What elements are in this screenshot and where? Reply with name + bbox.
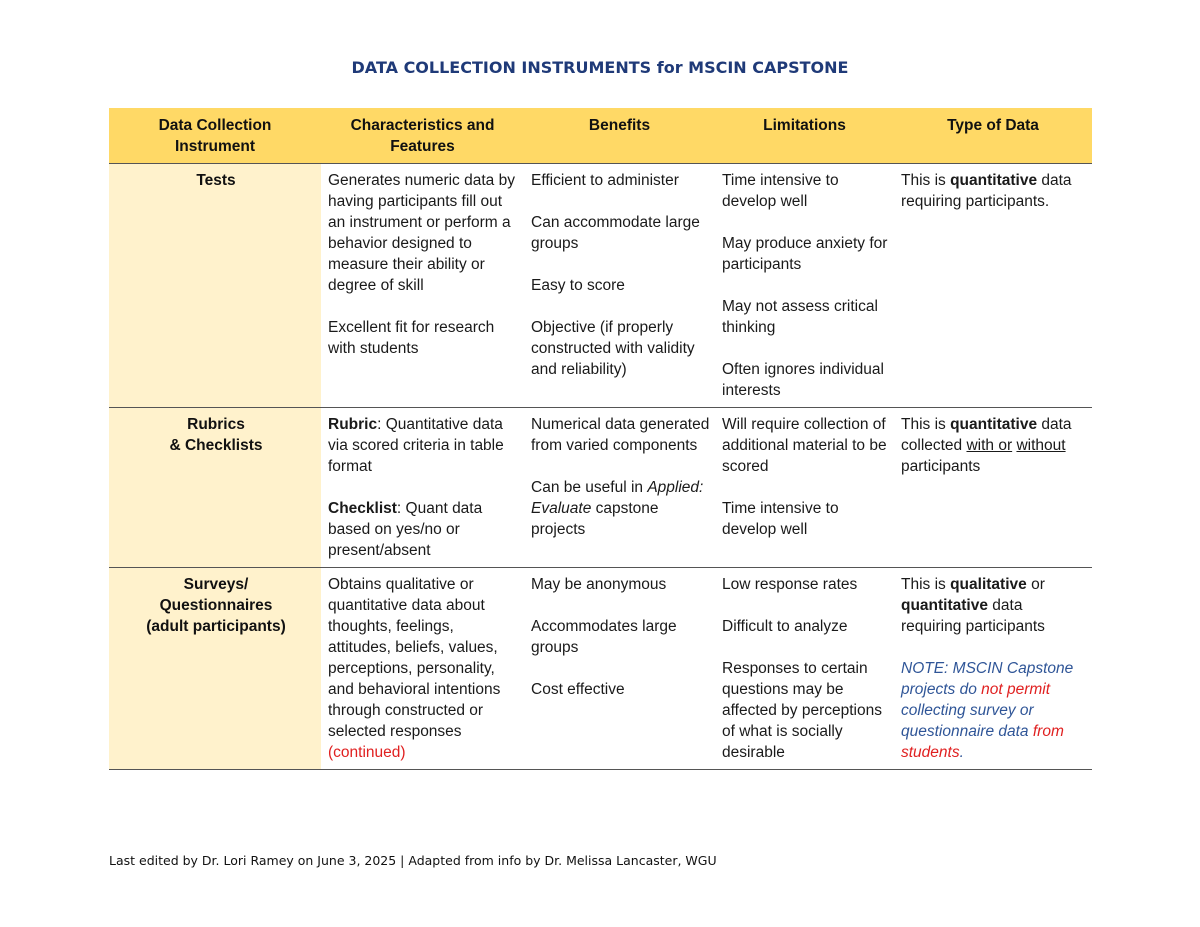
header-limitations: Limitations	[715, 108, 894, 164]
cell-paragraph: Cost effective	[531, 681, 625, 698]
instrument-cell	[109, 408, 321, 568]
cell-paragraph: Difficult to analyze	[722, 618, 848, 635]
characteristics-text: Obtains qualitative or quantitative data about thoughts, feelings, attitudes, beliefs, values, perceptions, personality, and behavioral intentions through constructed or selected responses	[328, 576, 501, 740]
type-with-or: with or	[966, 437, 1013, 454]
header-row	[109, 108, 1092, 164]
instrument-cell	[109, 568, 321, 770]
cell-paragraph: May not assess critical thinking	[722, 298, 878, 336]
cell-paragraph: Objective (if properly constructed with validity and reliability)	[531, 319, 695, 378]
characteristics-cell	[321, 164, 524, 408]
cell-paragraph: May be anonymous	[531, 576, 667, 593]
cell-paragraph: Easy to score	[531, 277, 625, 294]
header-characteristics-line2: Features	[390, 138, 455, 155]
instruments-table	[109, 108, 1092, 770]
rubric-paragraph	[328, 414, 519, 477]
note-paragraph	[901, 658, 1087, 763]
type-without: without	[1016, 437, 1066, 454]
cell-paragraph: Will require collection of additional material to be scored	[722, 416, 887, 475]
benefit-prefix: Can be useful in	[531, 479, 648, 496]
note-part1: NOTE: MSCIN Capstone projects do	[901, 660, 1074, 698]
type-prefix: This is	[901, 576, 951, 593]
limitations-cell	[715, 568, 894, 770]
note-end: .	[959, 744, 964, 761]
header-characteristics-line1: Characteristics and	[350, 117, 495, 134]
header-characteristics	[321, 108, 524, 164]
cell-paragraph: May produce anxiety for participants	[722, 235, 888, 273]
type-suffix: participants	[901, 458, 981, 475]
type-suffix: data requiring participants.	[901, 172, 1072, 210]
type-of-data-cell	[894, 408, 1092, 568]
note-from-students: from students	[901, 723, 1064, 761]
cell-paragraph: Often ignores individual interests	[722, 361, 884, 399]
document-title: DATA COLLECTION INSTRUMENTS for MSCIN CAPSTONE	[351, 58, 849, 77]
rubric-label: Rubric	[328, 416, 378, 433]
footer-note: Last edited by Dr. Lori Ramey on June 3, 2025 | Adapted from info by Dr. Melissa Lancaster, WGU	[109, 853, 717, 868]
type-qualitative: qualitative	[950, 576, 1027, 593]
benefits-cell	[524, 164, 715, 408]
header-instrument	[109, 108, 321, 164]
type-quantitative: quantitative	[950, 416, 1038, 433]
checklist-text: : Quant data based on yes/no or present/absent	[328, 500, 483, 559]
type-prefix: This is	[901, 416, 951, 433]
cell-paragraph: Time intensive to develop well	[722, 172, 839, 210]
header-instrument-line2: Instrument	[174, 138, 256, 155]
checklist-label: Checklist	[328, 500, 397, 517]
cell-paragraph: Accommodates large groups	[531, 618, 677, 656]
type-of-data-cell	[894, 568, 1092, 770]
type-middle: data collected	[901, 416, 1072, 454]
header-type-of-data: Type of Data	[894, 108, 1092, 164]
benefit-suffix: capstone projects	[531, 500, 659, 538]
characteristics-cell	[321, 568, 524, 770]
benefits-cell	[524, 568, 715, 770]
table-row-surveys	[109, 568, 1092, 770]
table-row-rubrics	[109, 408, 1092, 568]
benefits-cell	[524, 408, 715, 568]
header-instrument-line1: Data Collection	[158, 117, 272, 134]
cell-paragraph	[531, 477, 710, 540]
benefit-applied-evaluate: Applied: Evaluate	[531, 479, 704, 517]
cell-paragraph: Excellent fit for research with students	[328, 319, 495, 357]
cell-paragraph: Efficient to administer	[531, 172, 679, 189]
rubric-text: : Quantitative data via scored criteria in table format	[328, 416, 504, 475]
cell-paragraph: Can accommodate large groups	[531, 214, 700, 252]
type-paragraph	[901, 574, 1087, 637]
checklist-paragraph	[328, 498, 519, 561]
characteristics-cell	[321, 408, 524, 568]
instrument-cell: Tests	[109, 164, 321, 408]
instrument-line2: Questionnaires	[159, 597, 273, 614]
continued-note: (continued)	[328, 744, 406, 761]
type-quantitative: quantitative	[950, 172, 1038, 189]
type-or: or	[1026, 576, 1045, 593]
cell-paragraph: Generates numeric data by having participants fill out an instrument or perform a behavior designed to measure their ability or degree of skill	[328, 172, 515, 294]
cell-paragraph: Time intensive to develop well	[722, 500, 839, 538]
instrument-line1: Surveys/	[183, 576, 249, 593]
cell-paragraph: Low response rates	[722, 576, 858, 593]
instrument-line1: Rubrics	[187, 416, 245, 433]
instrument-line2: & Checklists	[169, 437, 263, 454]
instrument-line3: (adult participants)	[146, 618, 286, 635]
type-quantitative: quantitative	[901, 597, 988, 614]
type-prefix: This is	[901, 172, 951, 189]
header-benefits: Benefits	[524, 108, 715, 164]
cell-paragraph: Responses to certain questions may be affected by perceptions of what is socially desirable	[722, 660, 882, 761]
type-of-data-cell	[894, 164, 1092, 408]
limitations-cell	[715, 164, 894, 408]
table-row-tests	[109, 164, 1092, 408]
type-suffix: data requiring participants	[901, 597, 1045, 635]
note-part2: collecting survey or questionnaire data	[901, 702, 1034, 740]
note-not-permit: not permit	[981, 681, 1051, 698]
limitations-cell	[715, 408, 894, 568]
cell-paragraph: Numerical data generated from varied components	[531, 416, 710, 454]
